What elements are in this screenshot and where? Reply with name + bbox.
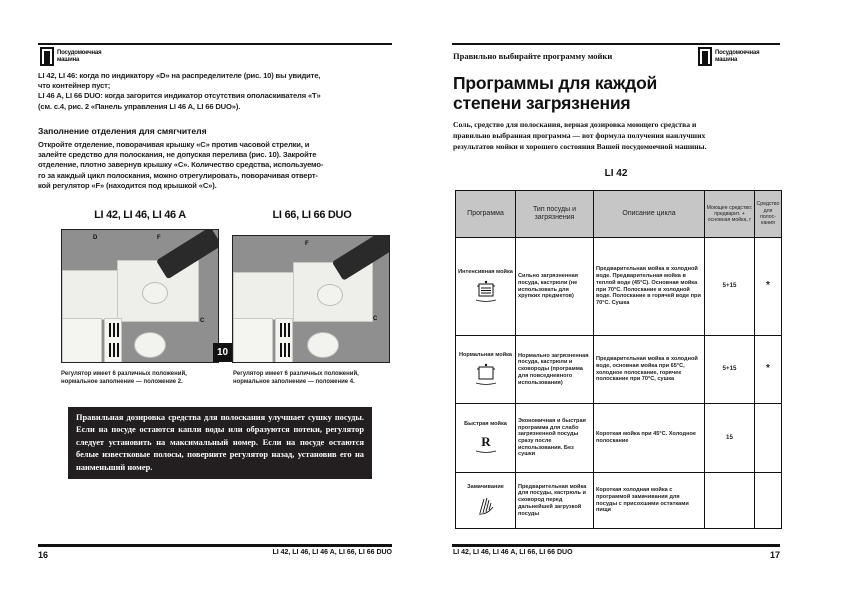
intro-paragraph: LI 42, LI 46: когда по индикатору «D» на распределителе (рис. 10) вы увидите, что контейнер пуст; LI 46 A, LI 66 DUO: когда загорится индикатор отсутствия ополаскивателя «T» (см. с.4, рис. 2 «Панель управления LI 46 A, LI 66 DUO»). — [38, 71, 321, 111]
program-table — [455, 190, 782, 529]
table-header-row — [456, 191, 782, 238]
dish-type-cell: Сильно загрязненная посуда, кастрюли (не использовать для хрупких предметов) — [516, 238, 594, 336]
rinse-aid-cell: * — [755, 238, 782, 336]
figure-number: 10 — [213, 343, 232, 362]
col-header-rinse-aid: Средство для полос-кания — [755, 191, 782, 238]
detergent-cell — [705, 473, 755, 529]
table-row — [456, 404, 782, 473]
svg-text:R: R — [480, 433, 491, 449]
page-heading: Программы для каждой степени загрязнения — [453, 73, 658, 113]
dish-type-cell: Нормально загрязненная посуда, кастрюли и сковороды (программа для повседневного использования) — [516, 336, 594, 404]
figure-title-right: LI 66, LI 66 DUO — [272, 209, 352, 221]
logo-mark-icon — [698, 47, 712, 66]
softener-heading: Заполнение отделения для смягчителя — [38, 126, 207, 136]
description-cell: Короткая мойка при 45°С. Холодное полоскание — [594, 404, 705, 473]
logo-text-line1: Посудомоечная — [57, 49, 102, 56]
footer-models-left: LI 42, LI 46, LI 46 A, LI 66, LI 66 DUO — [272, 549, 392, 556]
footer-models-right: LI 42, LI 46, LI 46 A, LI 66, LI 66 DUO — [453, 549, 573, 556]
logo-text-line2: машина — [57, 56, 80, 63]
description-cell: Короткая холодная мойка с программой замачивания для посуды с присохшими остатками пищи — [594, 473, 705, 529]
soak-hand-icon — [475, 493, 497, 517]
softener-paragraph: Откройте отделение, поворачивая крышку «C» против часовой стрелки, и залейте средство для полоскания, не допуская перелива (рис. 10). Закройте отделение, плотно завернув крышку «C». Количество средства, используемо- го за каждый цикл полоскания, можно отрегулировать, поворачивая отверт- кой регулятор «F» (находится под крышкой «C»). — [38, 140, 324, 190]
table-row — [456, 473, 782, 529]
col-header-description: Описание цикла — [594, 191, 705, 238]
page-number-left: 16 — [38, 550, 49, 560]
figure-caption-right: Регулятор имеет 6 различных положений, нормальное заполнение — положение 4. — [233, 371, 359, 385]
logo-text-line1: Посудомоечная — [715, 49, 760, 56]
col-header-dish-type: Тип посуды и загрязнения — [516, 191, 594, 238]
rinse-aid-cell — [755, 473, 782, 529]
page-number-right: 17 — [769, 550, 780, 560]
col-header-detergent: Моющее средство: предварит. + основная мойка, г — [705, 191, 755, 238]
rinse-aid-note: Правильная дозировка средства для полоскания улучшает сушку посуды. Если на посуде остаются капли воды или образуются потеки, регулятор следует установить на максимальный номер. Если на посуде остаются белые известковые полосы, поверните регулятор назад, установив его на наименьший номер. — [68, 407, 372, 479]
label-c: C — [373, 316, 378, 322]
pot-with-lines-icon — [475, 278, 497, 304]
logo-text-line2: машина — [715, 56, 738, 63]
section-title: Правильно выбирайте программу мойки — [453, 51, 613, 61]
dishwasher-logo-left — [40, 47, 101, 66]
dishwasher-logo-right — [698, 47, 759, 66]
rinse-aid-cell — [755, 404, 782, 473]
figure-title-left: LI 42, LI 46, LI 46 A — [94, 209, 186, 221]
top-rule-left — [38, 43, 392, 45]
dish-type-cell: Экономичная и быстрая программа для слабо загрязненной посуды сразу после использования. Без сушки — [516, 404, 594, 473]
bottom-rule-left — [38, 544, 392, 547]
bottom-rule-right — [452, 544, 780, 547]
logo-mark-icon — [40, 47, 54, 66]
label-f: F — [305, 241, 309, 247]
description-cell: Предварительная мойка в холодной воде. Предварительная мойка в теплой воде (45°С). Основная мойка при 70°С. Полоскание в холодной воде. Полоскание в горячей воде при 70°С. Сушка — [594, 238, 705, 336]
detergent-cell: 5+15 — [705, 336, 755, 404]
program-cell: Интенсивная мойка — [456, 238, 516, 336]
col-header-program: Программа — [456, 191, 516, 238]
dish-type-cell: Предварительная мойка для посуды, кастрюль и сковород перед дальнейшей загрузкой посуды — [516, 473, 594, 529]
figure-caption-left: Регулятор имеет 6 различных положений, нормальное заполнение — положение 2. — [61, 371, 187, 385]
program-cell: Замачивание — [456, 473, 516, 529]
dispenser-photo-right — [232, 235, 390, 363]
top-rule-right — [452, 43, 780, 45]
rapid-r-icon — [475, 431, 497, 455]
table-row — [456, 238, 782, 336]
rinse-aid-cell: * — [755, 336, 782, 404]
detergent-cell: 15 — [705, 404, 755, 473]
label-d: D — [93, 235, 98, 241]
dispenser-photo-left — [61, 229, 219, 363]
description-cell: Предварительная мойка в холодной воде, основная мойка при 65°С, холодное полоскание, горячее полоскание при 70°С, сушка — [594, 336, 705, 404]
label-f: F — [157, 235, 161, 241]
table-row — [456, 336, 782, 404]
program-cell: Быстрая мойка R — [456, 404, 516, 473]
intro-paragraph-right: Соль, средство для полоскания, верная дозировка моющего средства и правильно выбранная программа — вот формула получения наилучших результатов мойки и хорошего состояния Вашей посудомоечной машины. — [453, 120, 707, 151]
label-c: C — [200, 318, 205, 324]
table-title: LI 42 — [604, 168, 628, 179]
detergent-cell: 5+15 — [705, 238, 755, 336]
pot-icon — [475, 361, 497, 387]
program-cell: Нормальная мойка — [456, 336, 516, 404]
